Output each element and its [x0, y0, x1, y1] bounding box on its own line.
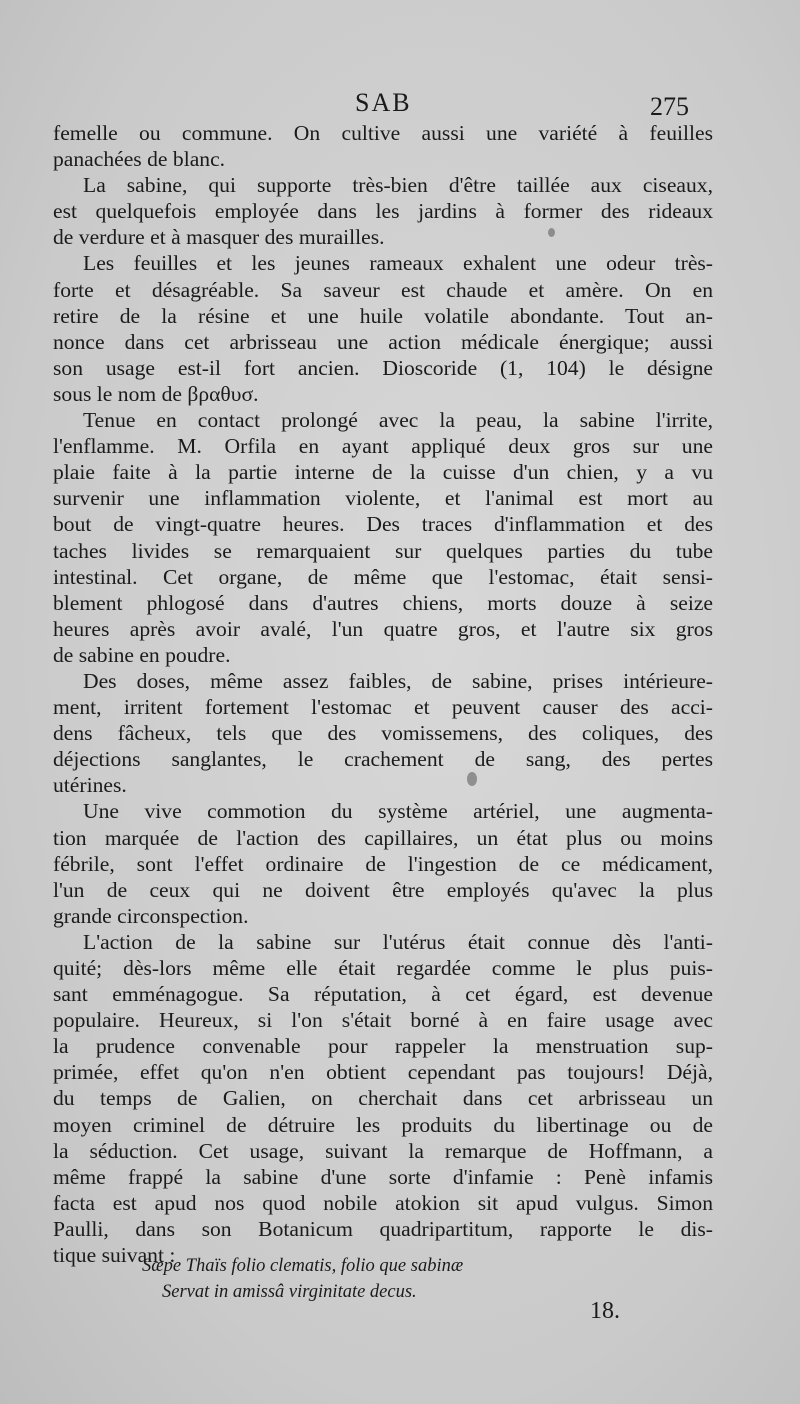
text-line: déjections sanglantes, le crachement de sang, des pertes — [53, 747, 713, 772]
text-line: moyen criminel de détruire les produits du libertinage ou de — [53, 1112, 713, 1137]
text-line: primée, effet qu'on n'en obtient cependant pas toujours! Déjà, — [53, 1060, 713, 1085]
text-line: nonce dans cet arbrisseau une action médicale énergique; aussi — [53, 329, 713, 354]
text-line: Paulli, dans son Botanicum quadripartitum, rapporte le dis- — [53, 1216, 713, 1241]
text-line: taches livides se remarquaient sur quelques parties du tube — [53, 538, 713, 563]
text-line: blement phlogosé dans d'autres chiens, morts douze à seize — [53, 590, 713, 615]
text-line: facta est apud nos quod nobile atokion sit apud vulgus. Simon — [53, 1190, 713, 1215]
text-line: bout de vingt-quatre heures. Des traces d'inflammation et des — [53, 512, 713, 537]
text-line: tion marquée de l'action des capillaires, un état plus ou moins — [53, 825, 713, 850]
running-head: SAB — [355, 88, 412, 117]
text-line: tique suivant : — [53, 1243, 176, 1268]
text-line: grande circonspection. — [53, 903, 249, 928]
text-line: femelle ou commune. On cultive aussi une variété à feuilles — [53, 121, 713, 145]
signature-mark: 18. — [590, 1298, 620, 1324]
text-line: quité; dès-lors même elle était regardée comme le plus puis- — [53, 956, 713, 980]
text-line: plaie faite à la partie interne de la cuisse d'un chien, y a vu — [53, 460, 713, 485]
verse-line: Servat in amissâ virginitate decus. — [162, 1282, 417, 1302]
text-line: Les feuilles et les jeunes rameaux exhalent une odeur très- — [83, 251, 713, 276]
text-line: fébrile, sont l'effet ordinaire de l'ingestion de ce médicament, — [53, 851, 713, 876]
text-line: La sabine, qui supporte très-bien d'être taillée aux ciseaux, — [83, 173, 713, 198]
verse-quotation — [142, 1253, 463, 1305]
text-line: du temps de Galien, on cherchait dans cet arbrisseau un — [53, 1086, 713, 1111]
text-line: forte et désagréable. Sa saveur est chaude et amère. On en — [53, 277, 713, 302]
text-line: Une vive commotion du système artériel, une augmenta- — [83, 799, 713, 824]
text-line: l'un de ceux qui ne doivent être employés qu'avec la plus — [53, 877, 713, 902]
text-line: utérines. — [53, 773, 127, 798]
text-line: Tenue en contact prolongé avec la peau, la sabine l'irrite, — [83, 408, 713, 433]
text-line: ment, irritent fortement l'estomac et peuvent causer des acci- — [53, 695, 713, 720]
text-line: sous le nom de βραθυσ. — [53, 381, 259, 406]
text-line: est quelquefois employée dans les jardins à former des rideaux — [53, 199, 713, 224]
text-line: l'enflamme. M. Orfila en ayant appliqué deux gros sur une — [53, 434, 713, 459]
text-line: populaire. Heureux, si l'on s'était borné à en faire usage avec — [53, 1008, 713, 1033]
text-line: L'action de la sabine sur l'utérus était connue dès l'anti- — [83, 929, 713, 954]
page-number: 275 — [650, 92, 689, 121]
text-line: son usage est-il fort ancien. Dioscoride (1, 104) le désigne — [53, 355, 713, 380]
verse-line: Sæpe Thaïs folio clematis, folio que sabinæ — [142, 1256, 464, 1276]
ink-speck — [548, 228, 555, 237]
text-line: même frappé la sabine d'une sorte d'infamie : Penè infamis — [53, 1164, 713, 1189]
text-line: sant emménagogue. Sa réputation, à cet égard, est devenue — [53, 982, 713, 1007]
text-line: de sabine en poudre. — [53, 642, 231, 667]
text-line: dens fâcheux, tels que des vomissemens, des coliques, des — [53, 721, 713, 746]
text-line: intestinal. Cet organe, de même que l'estomac, était sensi- — [53, 564, 713, 589]
text-line: Des doses, même assez faibles, de sabine, prises intérieure- — [83, 668, 713, 693]
body-text — [53, 120, 713, 1268]
text-line: survenir une inflammation violente, et l'animal est mort au — [53, 486, 713, 511]
ink-speck — [467, 772, 477, 786]
text-line: la prudence convenable pour rappeler la menstruation sup- — [53, 1034, 713, 1059]
text-line: retire de la résine et une huile volatile abondante. Tout an- — [53, 303, 713, 328]
text-line: panachées de blanc. — [53, 147, 226, 172]
text-line: la séduction. Cet usage, suivant la remarque de Hoffmann, a — [53, 1138, 713, 1163]
text-line: de verdure et à masquer des murailles. — [53, 225, 385, 250]
text-line: heures après avoir avalé, l'un quatre gros, et l'autre six gros — [53, 616, 713, 641]
